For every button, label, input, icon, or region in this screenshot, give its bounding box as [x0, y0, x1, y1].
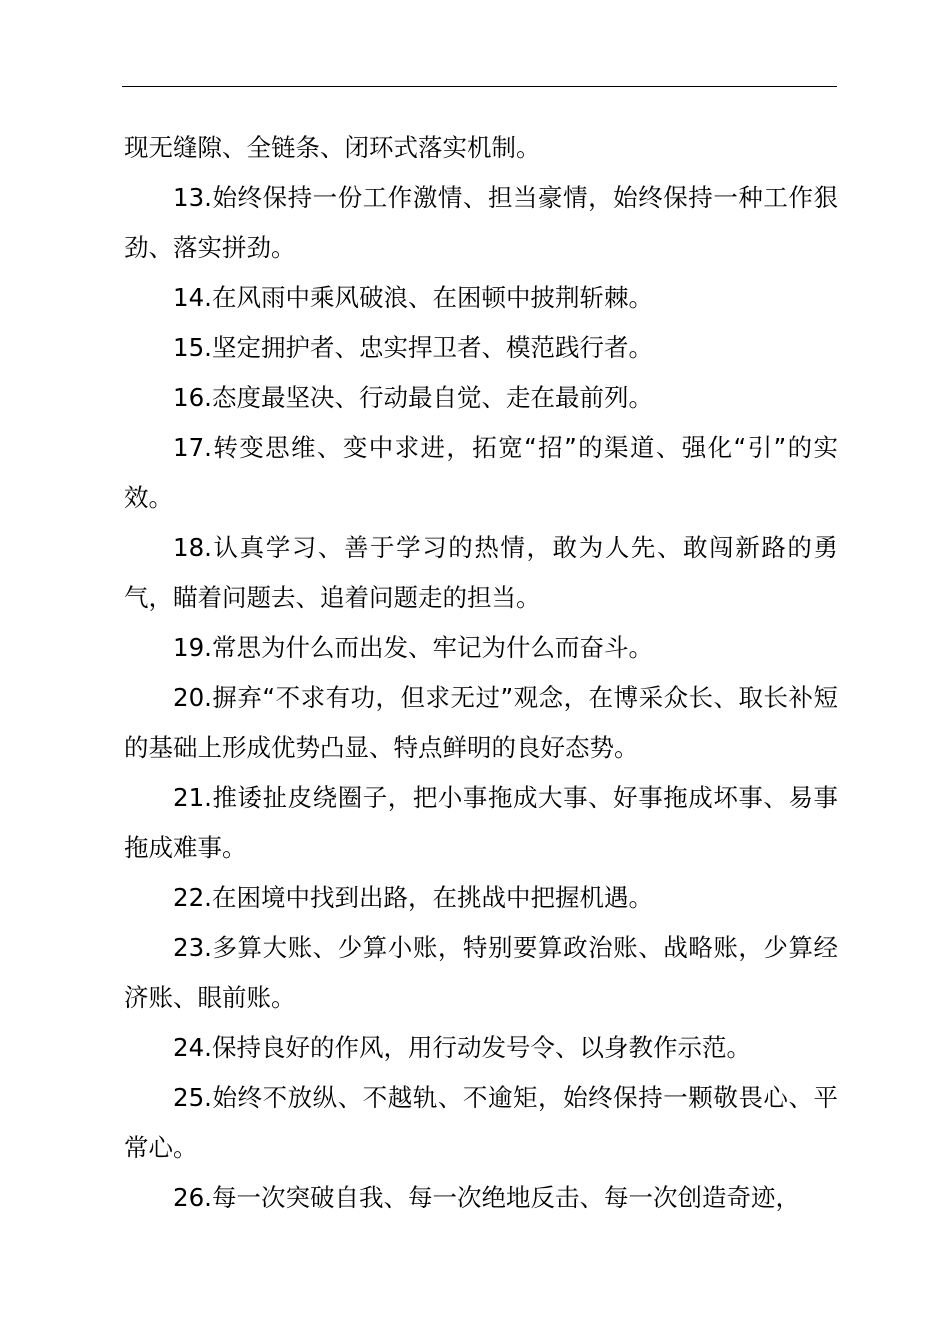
paragraph-item-25: 25.始终不放纵、不越轨、不逾矩，始终保持一颗敬畏心、平常心。 [124, 1083, 838, 1162]
paragraph-item-21: 21.推诿扯皮绕圈子，把小事拖成大事、好事拖成坏事、易事拖成难事。 [124, 783, 838, 862]
paragraph-item-19: 19.常思为什么而出发、牢记为什么而奋斗。 [173, 633, 653, 662]
paragraph-item-16: 16.态度最坚决、行动最自觉、走在最前列。 [173, 383, 653, 412]
paragraph-item-18: 18.认真学习、善于学习的热情，敢为人先、敢闯新路的勇气，瞄着问题去、追着问题走的担当。 [124, 533, 838, 612]
paragraph-item-20: 20.摒弃“不求有功，但求无过”观念，在博采众长、取长补短的基础上形成优势凸显、特点鲜明的良好态势。 [124, 683, 838, 762]
paragraph-continuation: 现无缝隙、全链条、闭环式落实机制。 [124, 133, 541, 162]
paragraph-item-15: 15.坚定拥护者、忠实捍卫者、模范践行者。 [173, 333, 653, 362]
paragraph-item-23: 23.多算大账、少算小账，特别要算政治账、战略账，少算经济账、眼前账。 [124, 933, 838, 1012]
paragraph-item-26: 26.每一次突破自我、每一次绝地反击、每一次创造奇迹， [173, 1183, 800, 1212]
paragraph-item-22: 22.在困境中找到出路，在挑战中把握机遇。 [173, 883, 653, 912]
header-rule [122, 86, 837, 87]
paragraph-item-17: 17.转变思维、变中求进，拓宽“招”的渠道、强化“引”的实效。 [124, 433, 838, 512]
document-body [124, 123, 838, 1223]
paragraph-item-14: 14.在风雨中乘风破浪、在困顿中披荆斩棘。 [173, 283, 653, 312]
paragraph-item-13: 13.始终保持一份工作激情、担当豪情，始终保持一种工作狠劲、落实拼劲。 [124, 183, 838, 262]
paragraph-item-24: 24.保持良好的作风，用行动发号令、以身教作示范。 [173, 1033, 751, 1062]
